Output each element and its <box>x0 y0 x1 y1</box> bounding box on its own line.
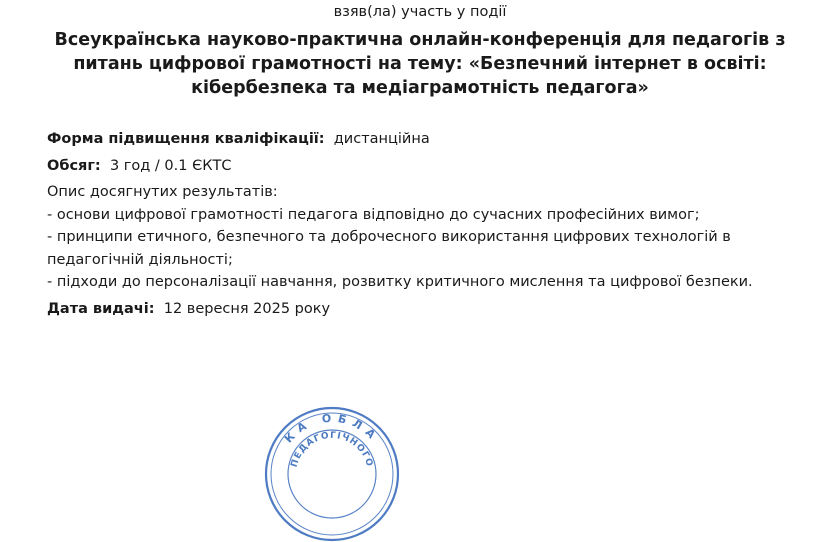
results-heading: Опис досягнутих результатів: <box>47 184 278 200</box>
result-item: - принципи етичного, безпечного та доброчесного використання цифрових технологій в педагогічній діяльності; <box>47 229 731 268</box>
event-title-line-1: Всеукраїнська науково-практична онлайн-конференція для педагогів з <box>54 30 786 50</box>
stamp-outer-ring <box>266 408 398 540</box>
official-stamp <box>262 402 402 542</box>
event-title <box>40 28 800 100</box>
volume-row <box>47 155 807 178</box>
volume-label: Обсяг: <box>47 157 101 174</box>
issue-date-row <box>47 298 807 321</box>
result-item: - основи цифрової грамотності педагога відповідно до сучасних професійних вимог; <box>47 206 700 223</box>
volume-value: 3 год / 0.1 ЄКТС <box>109 157 232 174</box>
event-title-line-2: питань цифрової грамотності на тему: «Безпечний інтернет в освіті: <box>73 54 767 74</box>
qualification-form-value: дистанційна <box>333 131 430 147</box>
result-item: - підходи до персоналізації навчання, розвитку критичного мислення та цифрової безпеки. <box>47 274 753 290</box>
issue-date-label: Дата видачі: <box>47 300 155 317</box>
qualification-form-row <box>47 128 807 151</box>
stamp-outer-text: КА ОБЛА <box>282 411 382 446</box>
stamp-inner-ring <box>288 430 376 518</box>
qualification-form-label: Форма підвищення кваліфікації: <box>47 131 325 147</box>
certificate-details <box>47 128 807 320</box>
stamp-inner-text: ПЕДАГОГІЧНОГО <box>289 430 375 469</box>
event-title-line-3: кібербезпека та медіаграмотність педагога» <box>191 78 649 98</box>
issue-date-value: 12 вересня 2025 року <box>163 300 331 317</box>
participation-line: взяв(ла) участь у події <box>333 4 507 20</box>
